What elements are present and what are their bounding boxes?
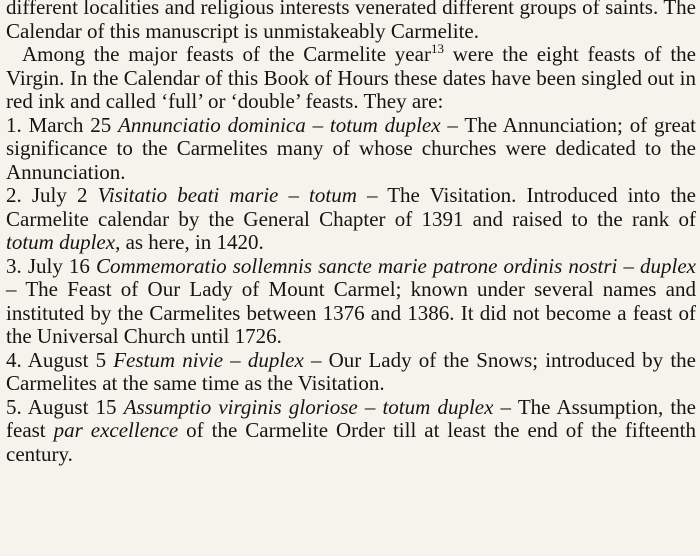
list-item-description: – Our Lady of the Snows; introduced by the Carmelites at the same time as the Visitation. <box>6 347 696 395</box>
paragraph-major-feasts-text-a: Among the major feasts of the Carmelite year <box>22 42 431 66</box>
list-item-snows <box>6 349 696 396</box>
list-item-date: 2. July 2 <box>6 183 98 207</box>
list-item-description-italic: par excellence <box>53 418 179 442</box>
paragraph-saints <box>6 0 696 43</box>
list-item-visitation <box>6 184 696 255</box>
list-item-description-italic: totum duplex <box>6 230 116 254</box>
list-item-description-end: of the Carmelite Order till at least the end of the fifteenth century. <box>6 418 696 466</box>
list-item-date: 4. August 5 <box>6 347 114 372</box>
paragraph-saints-text: different localities and religious interests venerated different groups of saints. The Calendar of this manuscript is unmistakeably Carmelite. <box>6 0 696 43</box>
list-item-latin-title: Annunciatio dominica – totum duplex <box>118 112 441 137</box>
list-item-date: 3. July 16 <box>6 253 96 278</box>
list-item-description-end: , as here, in 1420. <box>115 230 264 254</box>
paragraph-major-feasts <box>6 43 696 114</box>
list-item-mount-carmel <box>6 255 696 349</box>
body-text <box>6 0 696 466</box>
list-item-date: 1. March 25 <box>6 112 119 137</box>
paragraph-major-feasts-text-b: were the eight feasts of the Virgin. In the Calendar of this Book of Hours these dates have been singled out in red ink and called ‘full’ or ‘double’ feasts. They are: <box>6 42 696 113</box>
list-item-latin-title: Visitatio beati marie – totum <box>97 183 357 207</box>
list-item-description: – The Feast of Our Lady of Mount Carmel; known under several names and instituted by the Carmelites between 1376 and 1386. It did not become a feast of the Universal Church until 1726. <box>6 277 696 348</box>
footnote-marker[interactable]: 13 <box>430 41 444 56</box>
list-item-description: – The Visitation. Introduced into the Carmelite calendar by the General Chapter of 1391 and raised to the rank of <box>6 183 697 231</box>
list-item-date: 5. August 15 <box>6 394 124 419</box>
list-item-latin-title: Commemoratio sollemnis sancte marie patrone ordinis nostri – duplex <box>95 253 696 278</box>
list-item-assumption <box>6 396 696 467</box>
list-item-description: – The Assumption, the feast <box>6 394 697 442</box>
list-item-description: – The Annunciation; of great significance to the Carmelites many of whose churches were dedicated to the Annunciation. <box>6 112 697 184</box>
list-item-latin-title: Assumptio virginis gloriose – totum duplex <box>123 394 494 419</box>
list-item-annunciation <box>6 114 696 185</box>
list-item-latin-title: Festum nivie – duplex <box>113 347 304 372</box>
